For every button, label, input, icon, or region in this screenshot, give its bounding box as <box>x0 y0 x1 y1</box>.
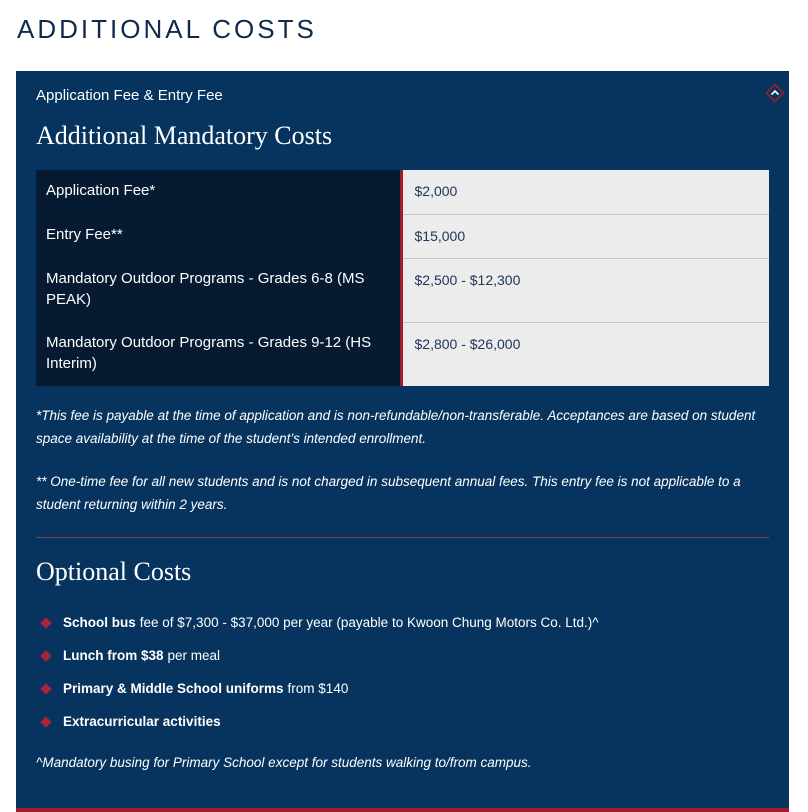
item-text: fee of $7,300 - $37,000 per year (payable to Kwoon Chung Motors Co. Ltd.)^ <box>139 615 599 630</box>
item-text: per meal <box>167 648 221 663</box>
table-row <box>36 258 769 322</box>
item-strong-text: Primary & Middle School uniforms <box>63 681 284 696</box>
fee-value-cell: $2,500 - $12,300 <box>401 258 769 322</box>
table-row <box>36 214 769 258</box>
mandatory-costs-heading: Additional Mandatory Costs <box>36 121 333 150</box>
item-strong-text: Extracurricular activities <box>63 714 221 729</box>
application-fee-note: *This fee is payable at the time of application and is non-refundable/non-transferable. Acceptances are based on student space availability at the time of the student’s intended enrollment. <box>36 408 756 446</box>
fee-value-cell: $2,800 - $26,000 <box>401 322 769 386</box>
fee-value-cell: $2,000 <box>401 170 769 214</box>
list-item <box>36 639 599 672</box>
optional-costs-heading: Optional Costs <box>36 557 192 586</box>
item-text: from $140 <box>287 681 349 696</box>
diamond-bullet-icon <box>40 650 51 661</box>
entry-fee-note: ** One-time fee for all new students and is not charged in subsequent annual fees. This entry fee is not applicable to a student returning within 2 years. <box>36 474 741 512</box>
accordion-panel <box>16 71 789 812</box>
fee-name-cell: Entry Fee** <box>36 214 401 258</box>
mandatory-costs-table <box>36 170 769 386</box>
list-item <box>36 606 599 639</box>
fee-name-cell: Application Fee* <box>36 170 401 214</box>
diamond-bullet-icon <box>40 617 51 628</box>
diamond-bullet-icon <box>40 683 51 694</box>
optional-costs-list <box>36 606 599 738</box>
accordion-header[interactable] <box>36 83 789 107</box>
table-row <box>36 322 769 386</box>
item-strong-text: Lunch from $38 <box>63 648 164 663</box>
diamond-bullet-icon <box>40 716 51 727</box>
fee-name-cell: Mandatory Outdoor Programs - Grades 6-8 (MS PEAK) <box>36 258 401 322</box>
chevron-up-diamond-icon[interactable] <box>765 83 785 103</box>
list-item <box>36 672 599 705</box>
fee-name-cell: Mandatory Outdoor Programs - Grades 9-12 (HS Interim) <box>36 322 401 386</box>
list-item <box>36 705 599 738</box>
accordion-header-label[interactable]: Application Fee & Entry Fee <box>36 86 223 104</box>
page-title: ADDITIONAL COSTS <box>17 14 317 44</box>
section-divider <box>36 537 769 538</box>
item-strong-text: School bus <box>63 615 136 630</box>
busing-footnote: ^Mandatory busing for Primary School except for students walking to/from campus. <box>36 755 532 770</box>
fee-value-cell: $15,000 <box>401 214 769 258</box>
table-row <box>36 170 769 214</box>
